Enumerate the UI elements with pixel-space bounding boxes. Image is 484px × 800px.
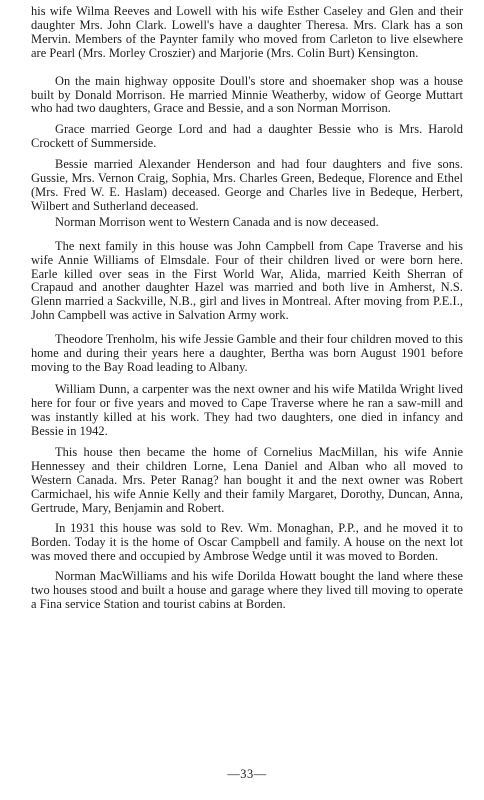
paragraph-william-dunn: William Dunn, a carpenter was the next owner and his wife Matilda Wright lived here for four or five years and moved to Cape Traverse where he ran a saw-mill and was instantly killed at his work. They had two daughters, one died in infancy and Bessie in 1942. — [31, 381, 463, 438]
paragraph-bessie-henderson: Bessie married Alexander Henderson and had four daughters and five sons. Gussie, Mrs. Vernon Craig, Sophia, Mrs. Charles Green, Bedeque, Florence and Ethel (Mrs. Fred W. E. Haslam) deceased. George and Charles live in Bedeque, Herbert, Wilbert and Sutherland deceased. — [31, 157, 463, 213]
paragraph-john-campbell: The next family in this house was John Campbell from Cape Traverse and his wife Annie Williams of Elmsdale. Four of their children lived or were born here. Earle killed over seas in the First World War, Alida, married Keith Sherran of Crapaud and another daughter Hazel was married and both live in Amherst, N.S. Glenn married a Sackville, N.B., girl and lives in Montreal. After moving from P.E.I., John Campbell was active in Salvation Army work. — [31, 238, 463, 323]
page-number: —33— — [227, 767, 267, 781]
paragraph-paynter-family: his wife Wilma Reeves and Lowell with his wife Esther Caseley and Glen and their daughter Mrs. John Clark. Lowell's have a daughter Theresa. Mrs. Clark has a son Mervin. Members of the Paynter family who moved from Carleton to live elsewhere are Pearl (Mrs. Morley Croszier) and Marjorie (Mrs. Colin Burt) Kensington. — [31, 4, 463, 60]
paragraph-norman-macwilliams: Norman MacWilliams and his wife Dorilda Howatt bought the land where these two houses stood and built a house and garage where they lived till moving to operate a Fina service Station and tourist cabins at Borden. — [31, 568, 463, 611]
paragraph-grace-lord: Grace married George Lord and had a daughter Bessie who is Mrs. Harold Crockett of Summerside. — [31, 122, 463, 151]
paragraph-rev-monaghan: In 1931 this house was sold to Rev. Wm. Monaghan, P.P., and he moved it to Borden. Today it is the home of Oscar Campbell and family. A house on the next lot was moved there and occupied by Ambrose Wedge until it was moved to Borden. — [31, 521, 463, 563]
paragraph-theodore-trenholm: Theodore Trenholm, his wife Jessie Gamble and their four children moved to this home and during their years here a daughter, Bertha was born August 1901 before moving to the Bay Road leading to Albany. — [31, 332, 463, 374]
document-page — [31, 5, 463, 795]
paragraph-cornelius-macmillan: This house then became the home of Cornelius MacMillan, his wife Annie Hennessey and their children Lorne, Lena Daniel and Alban who all moved to Western Canada. Mrs. Peter Ranag? han bought it and the next owner was Robert Carmichael, his wife Annie Kelly and their family Margaret, Dorothy, Duncan, Anna, Gertrude, Mary, Benjamin and Robert. — [31, 445, 463, 516]
paragraph-donald-morrison: On the main highway opposite Doull's store and shoemaker shop was a house built by Donald Morrison. He married Minnie Weatherby, widow of George Muttart who had two daughters, Grace and Bessie, and a son Norman Morrison. — [31, 73, 463, 116]
paragraph-norman-morrison: Norman Morrison went to Western Canada and is now deceased. — [55, 214, 379, 229]
